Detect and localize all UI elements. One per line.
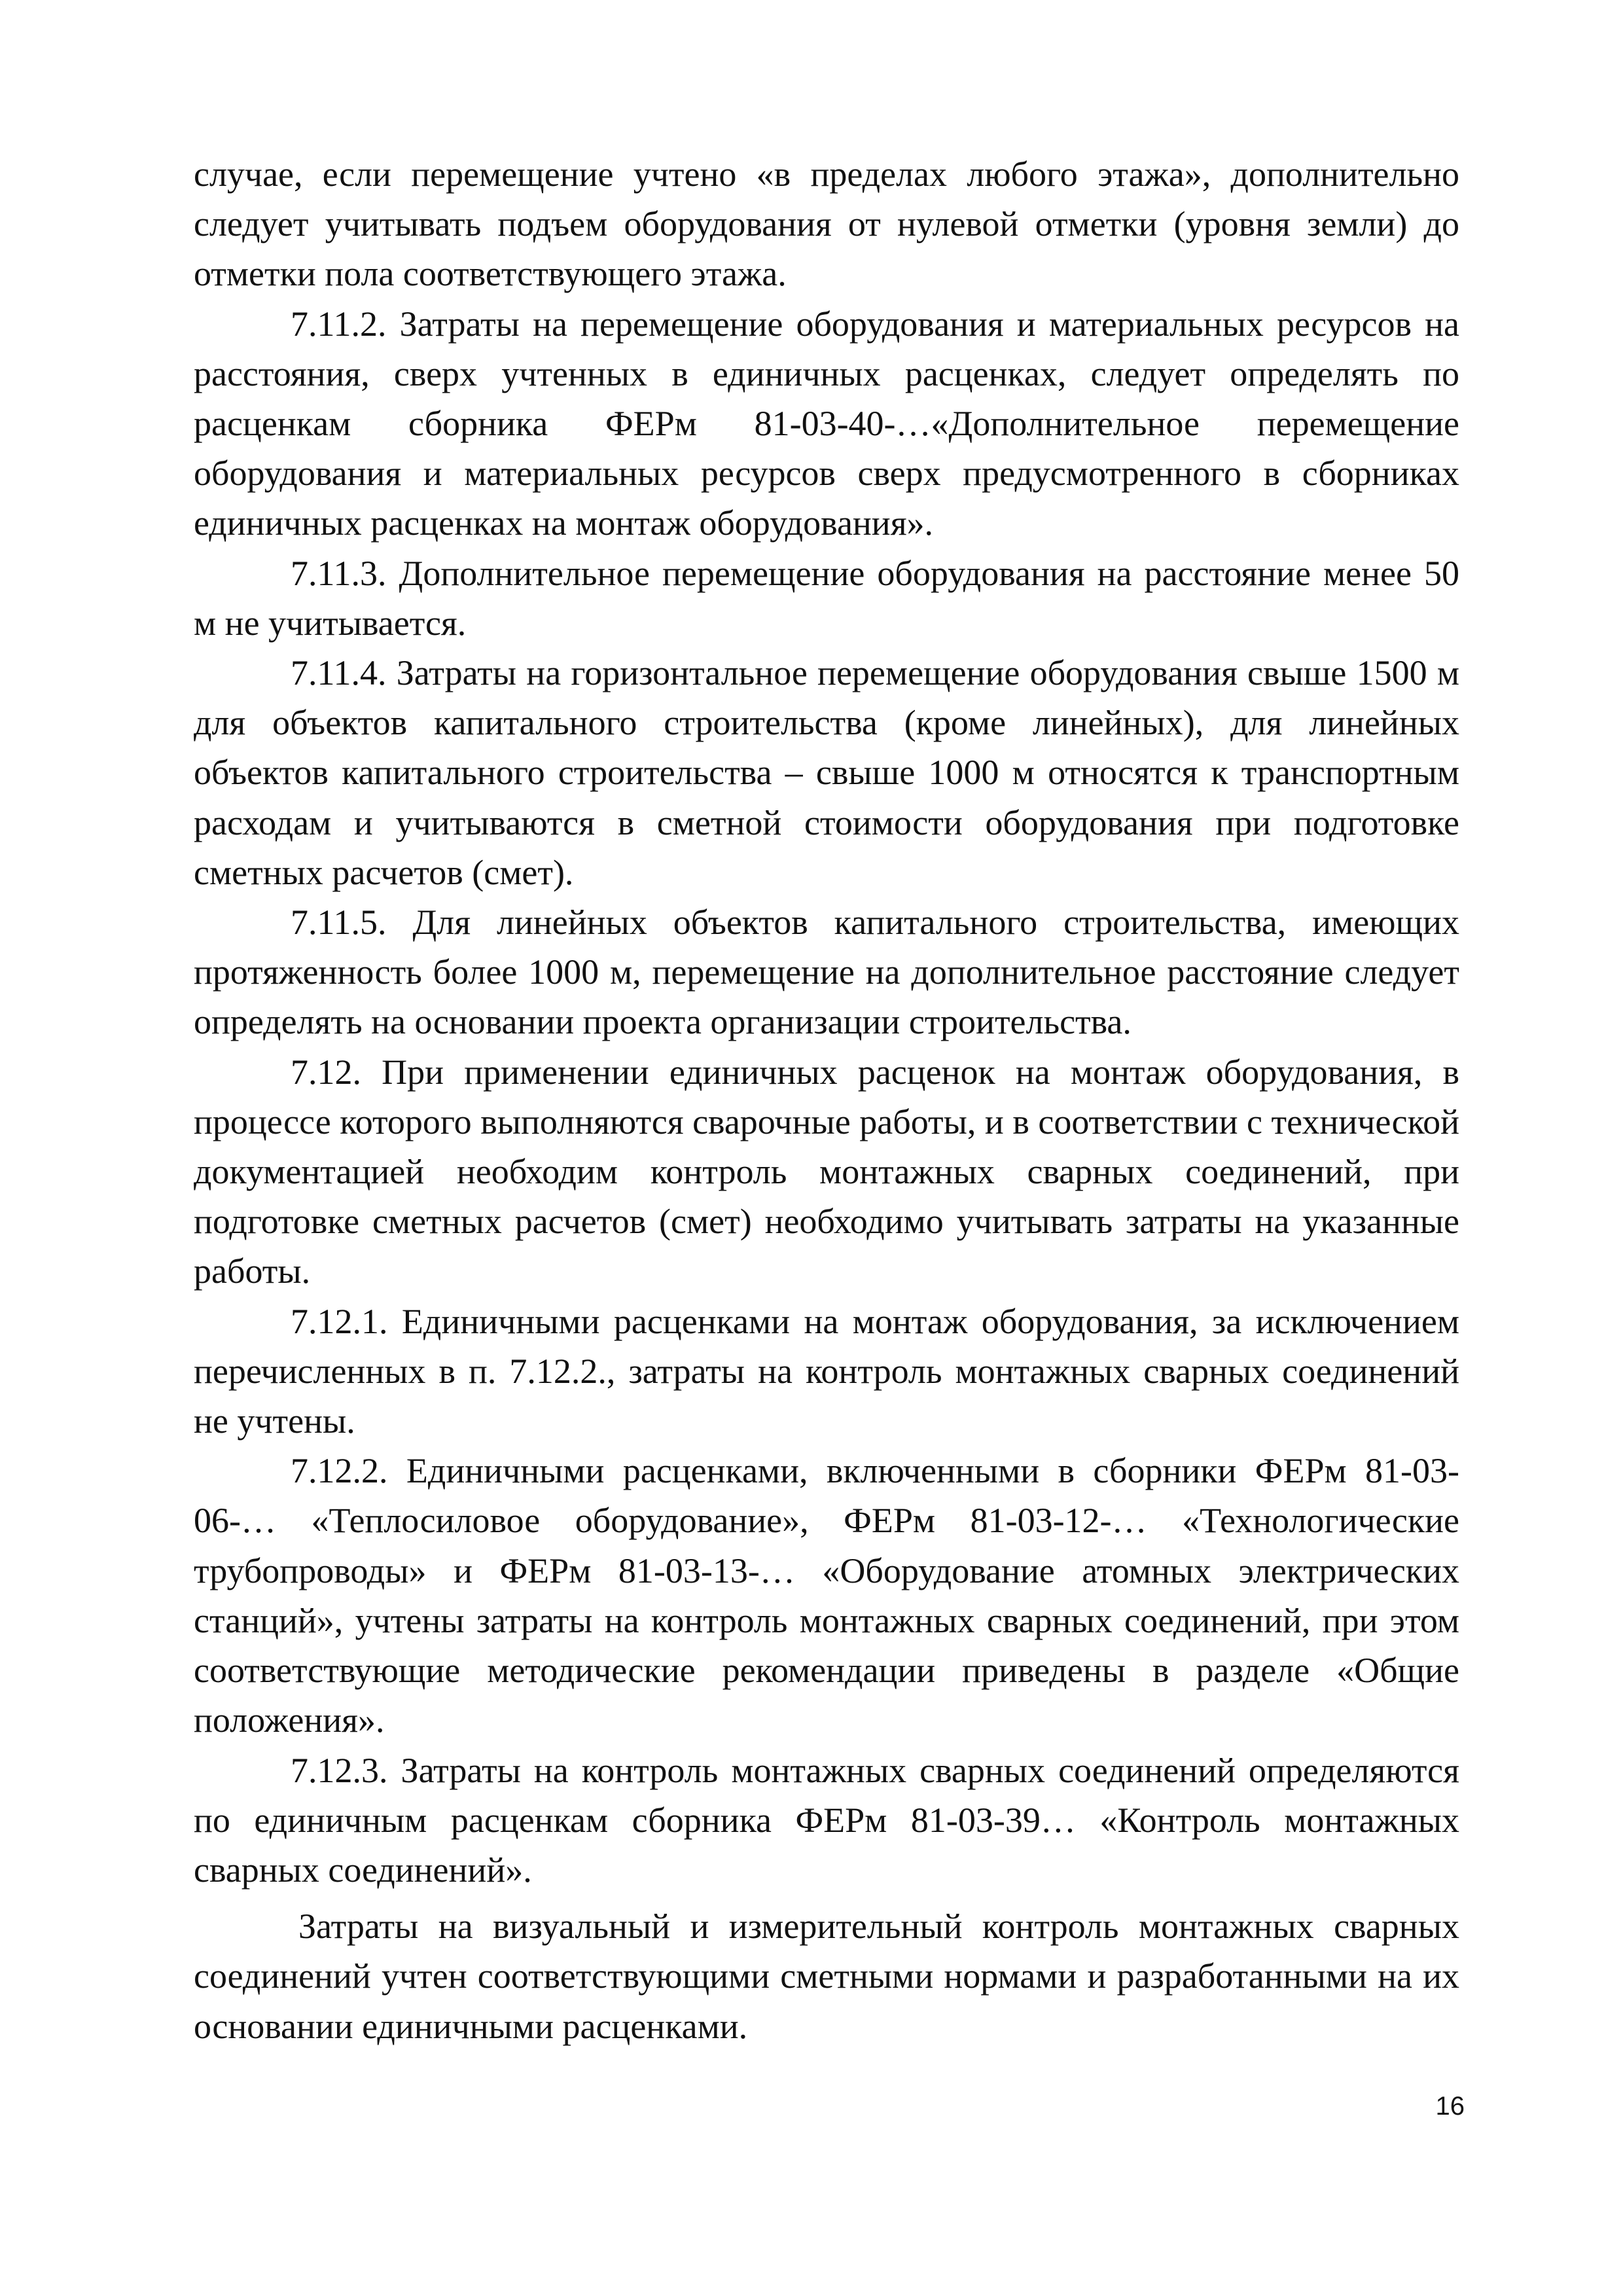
page-number: 16 <box>1435 2092 1465 2121</box>
paragraph-7-11-5: 7.11.5. Для линейных объектов капитального строительства, имеющих протяженность более 1000 м, перемещение на дополнительное расстояние следует определять на основании проекта организации строительства. <box>194 903 1459 1042</box>
paragraph-7-11-4: 7.11.4. Затраты на горизонтальное перемещение оборудования свыше 1500 м для объектов капитального строительства (кроме линейных), для линейных объектов капитального строительства – свыше 1000 м относятся к транспортным расходам и учитываются в сметной стоимости оборудования при подготовке сметных расчетов (смет). <box>194 653 1459 892</box>
body-text <box>194 149 1459 2051</box>
paragraph-7-12-3: 7.12.3. Затраты на контроль монтажных сварных соединений определяются по единичным расценкам сборника ФЕРм 81-03-39… «Контроль монтажных сварных соединений». <box>194 1750 1459 1890</box>
paragraph-7-11-3: 7.11.3. Дополнительное перемещение оборудования на расстояние менее 50 м не учитывается. <box>194 553 1459 643</box>
paragraph-7-12: 7.12. При применении единичных расценок на монтаж оборудования, в процессе которого выполняются сварочные работы, и в соответствии с технической документацией необходим контроль монтажных сварных соединений, при подготовке сметных расчетов (смет) необходимо учитывать затраты на указанные работы. <box>194 1052 1459 1291</box>
paragraph-7-12-1: 7.12.1. Единичными расценками на монтаж оборудования, за исключением перечисленных в п. 7.12.2., затраты на контроль монтажных сварных соединений не учтены. <box>194 1301 1459 1441</box>
paragraph-7-12-2: 7.12.2. Единичными расценками, включенными в сборники ФЕРм 81-03-06-… «Теплосиловое оборудование», ФЕРм 81-03-12-… «Технологические трубопроводы» и ФЕРм 81-03-13-… «Оборудование атомных электрических станций», учтены затраты на контроль монтажных сварных соединений, при этом соответствующие методические рекомендации приведены в разделе «Общие положения». <box>194 1451 1459 1740</box>
paragraph-visual-control: Затраты на визуальный и измерительный контроль монтажных сварных соединений учтен соответствующими сметными нормами и разработанными на их основании единичными расценками. <box>194 1907 1459 2046</box>
paragraph-continuation: случае, если перемещение учтено «в пределах любого этажа», дополнительно следует учитывать подъем оборудования от нулевой отметки (уровня земли) до отметки пола соответствующего этажа. <box>194 154 1459 294</box>
paragraph-7-11-2: 7.11.2. Затраты на перемещение оборудования и материальных ресурсов на расстояния, сверх учтенных в единичных расценках, следует определять по расценкам сборника ФЕРм 81-03-40-…«Дополнительное перемещение оборудования и материальных ресурсов сверх предусмотренного в сборниках единичных расценках на монтаж оборудования». <box>194 304 1459 543</box>
